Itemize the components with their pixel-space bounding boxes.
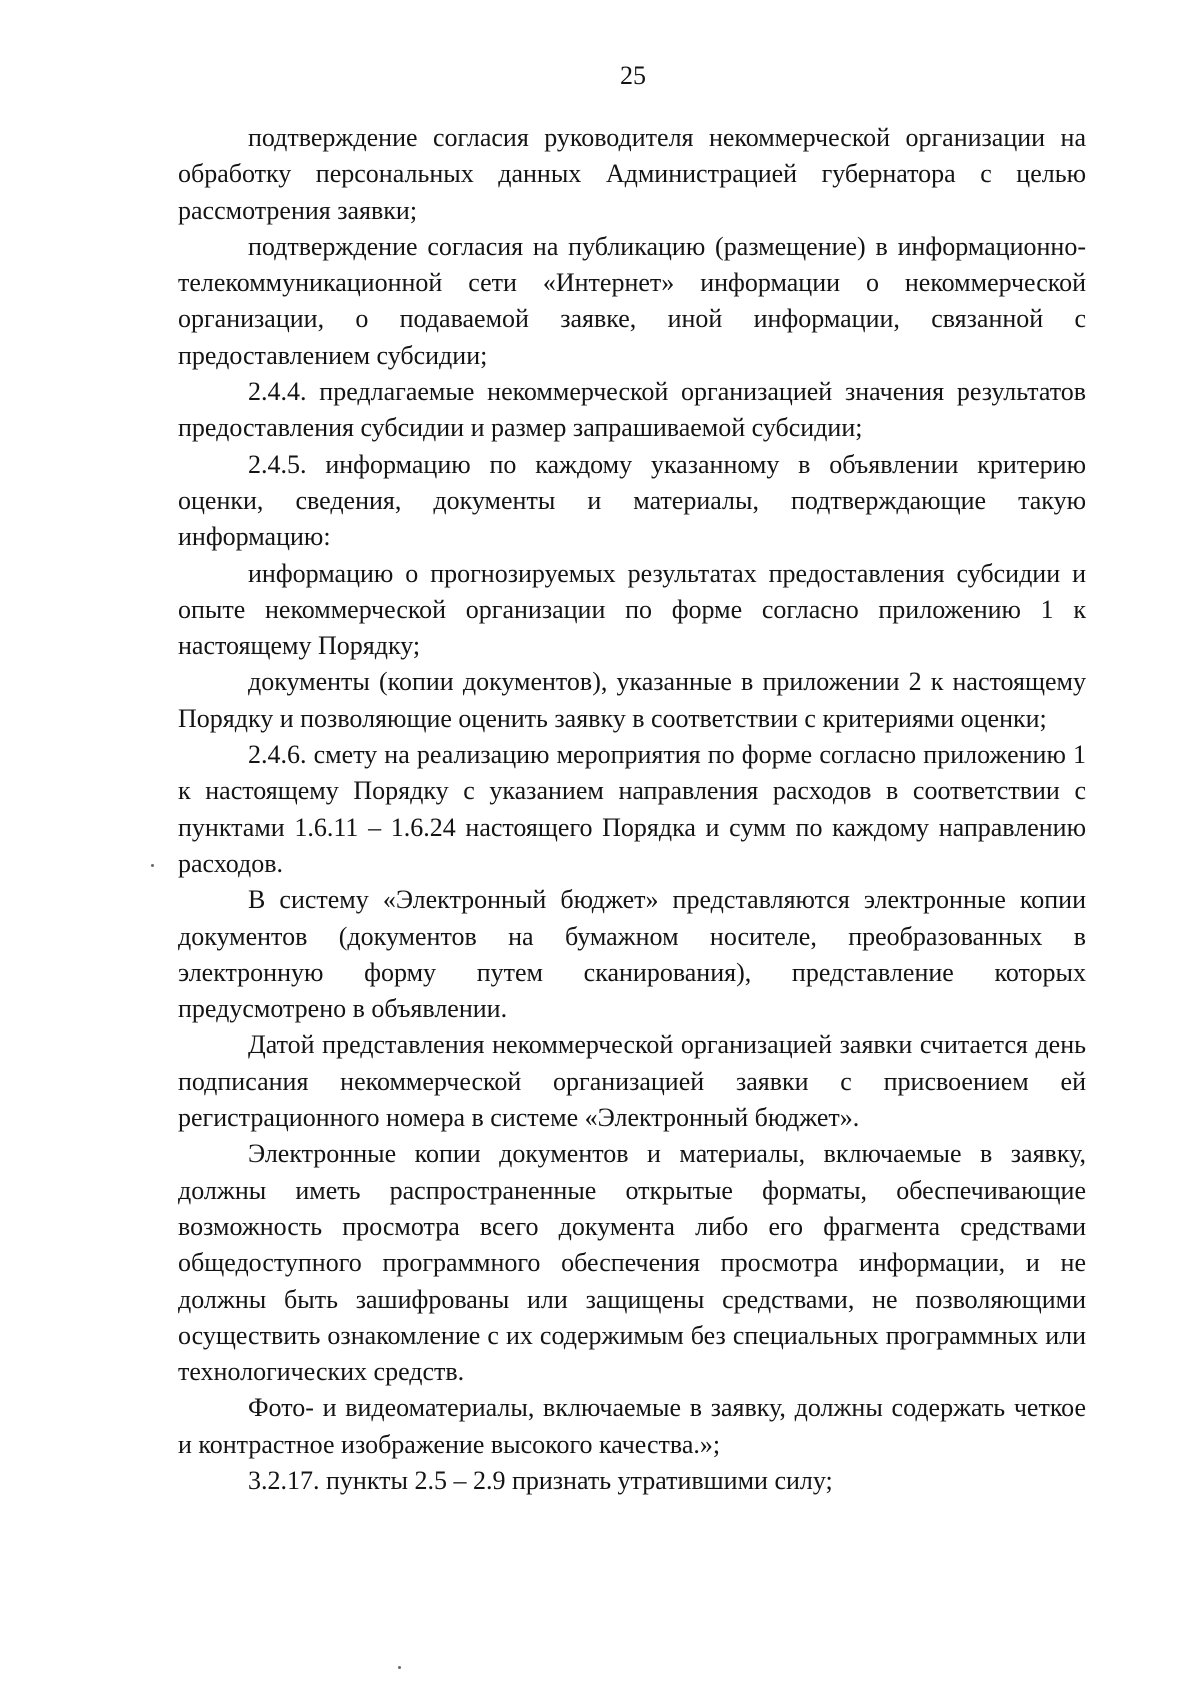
- paragraph-2-4-6: 2.4.6. смету на реализацию мероприятия по форме согласно приложению 1 к настоящему Порядку с указанием направления расходов в соответствии с пунктами 1.6.11 – 1.6.24 настоящего Порядка и сумм по каждому направлению расходов.: [178, 740, 1086, 878]
- scan-speck: [151, 864, 154, 867]
- paragraph-consent-personal-data: подтверждение согласия руководителя некоммерческой организации на обработку персональных данных Администрацией губернатора с целью рассмотрения заявки;: [178, 123, 1086, 225]
- paragraph-forecast-results: информацию о прогнозируемых результатах предоставления субсидии и опыте некоммерческой организации по форме согласно приложению 1 к настоящему Порядку;: [178, 558, 1086, 661]
- paragraph-2-4-5: 2.4.5. информацию по каждому указанному в объявлении критерию оценки, сведения, документы и материалы, подтверждающие такую информацию:: [178, 449, 1086, 552]
- paragraph-electronic-copies: Электронные копии документов и материалы, включаемые в заявку, должны иметь распространенные открытые форматы, обеспечивающие возможность просмотра всего документа либо его фрагмента средствами общедоступного программного обеспечения просмотра информации, и не должны быть зашифрованы или защищены средствами, не позволяющими осуществить ознакомление с их содержимым без специальных программных или технологических средств.: [178, 1139, 1086, 1387]
- paragraph-2-4-4: 2.4.4. предлагаемые некоммерческой организацией значения результатов предоставления субсидии и размер запрашиваемой субсидии;: [178, 377, 1086, 443]
- paragraph-3-2-17: 3.2.17. пункты 2.5 – 2.9 признать утратившими силу;: [248, 1465, 833, 1495]
- scan-speck: [398, 1666, 401, 1669]
- paragraph-submission-date: Датой представления некоммерческой организацией заявки считается день подписания некоммерческой организацией заявки с присвоением ей регистрационного номера в системе «Электронный бюджет».: [178, 1030, 1086, 1133]
- page-body: [178, 120, 1086, 1499]
- paragraph-electronic-budget: В систему «Электронный бюджет» представляются электронные копии документов (документов на бумажном носителе, преобразованных в электронную форму путем сканирования), представление которых предусмотрено в объявлении.: [178, 885, 1086, 1024]
- paragraph-photo-video: Фото- и видеоматериалы, включаемые в заявку, должны содержать четкое и контрастное изображение высокого качества.»;: [178, 1393, 1086, 1459]
- paragraph-consent-publication: подтверждение согласия на публикацию (размещение) в информационно-телекоммуникационной сети «Интернет» информации о некоммерческой организации, о подаваемой заявке, иной информации, связанной с предоставлением субсидии;: [178, 231, 1086, 370]
- page-number: 25: [620, 61, 646, 90]
- paragraph-documents-appendix-2: документы (копии документов), указанные в приложении 2 к настоящему Порядку и позволяющие оценить заявку в соответствии с критериями оценки;: [178, 667, 1086, 733]
